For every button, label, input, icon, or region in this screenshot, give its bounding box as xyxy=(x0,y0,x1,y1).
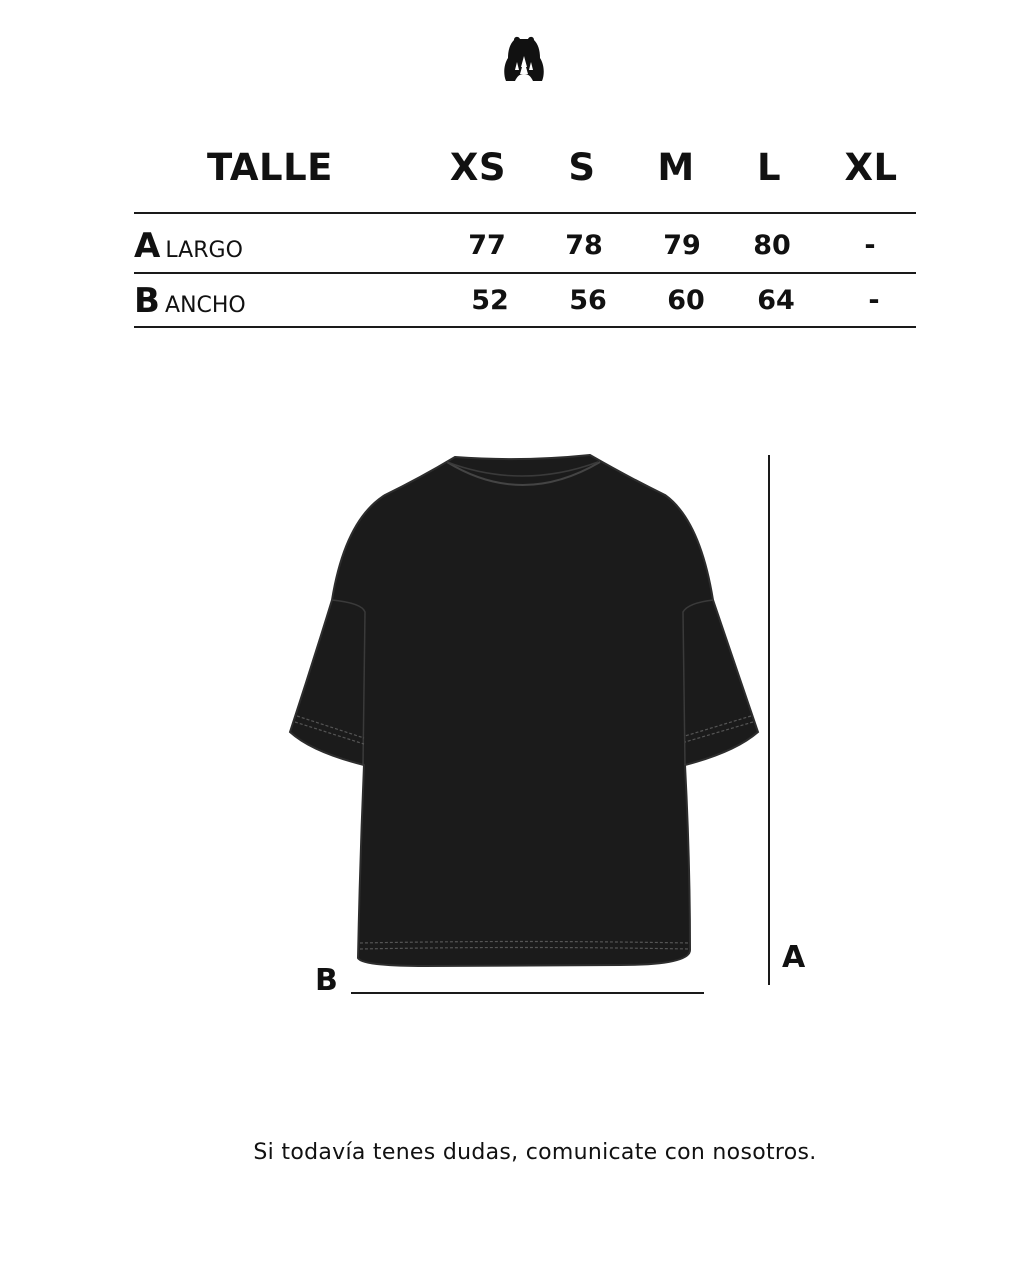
table-bottom-rule xyxy=(134,326,916,328)
table-cell: - xyxy=(868,285,880,316)
width-marker: B xyxy=(315,963,338,998)
row-a-letter: A xyxy=(134,226,161,266)
table-header-rule xyxy=(134,212,916,214)
t-shirt-icon xyxy=(286,452,762,972)
length-marker: A xyxy=(782,940,806,975)
size-header-label: TALLE xyxy=(207,146,333,189)
length-measure-line xyxy=(768,455,770,985)
row-b-name: ANCHO xyxy=(165,293,246,318)
table-cell: 56 xyxy=(569,285,607,316)
table-cell: - xyxy=(864,230,876,261)
table-row-rule xyxy=(134,272,916,274)
table-cell: 52 xyxy=(471,285,509,316)
size-col-l: L xyxy=(756,146,782,189)
table-cell: 78 xyxy=(565,230,603,261)
row-b-title xyxy=(134,281,246,321)
table-cell: 80 xyxy=(753,230,791,261)
row-b-letter: B xyxy=(134,281,160,321)
width-measure-line xyxy=(351,992,704,994)
table-cell: 60 xyxy=(667,285,705,316)
row-a-title xyxy=(134,226,243,266)
size-col-xs: XS xyxy=(449,146,507,189)
table-cell: 79 xyxy=(663,230,701,261)
footer-note: Si todavía tenes dudas, comunicate con nosotros. xyxy=(253,1140,817,1165)
size-col-m: M xyxy=(657,146,695,189)
table-cell: 77 xyxy=(468,230,506,261)
size-col-xl: XL xyxy=(844,146,898,189)
table-cell: 64 xyxy=(757,285,795,316)
size-col-s: S xyxy=(568,146,596,189)
bear-logo-icon xyxy=(500,34,548,86)
row-a-name: LARGO xyxy=(165,238,243,263)
